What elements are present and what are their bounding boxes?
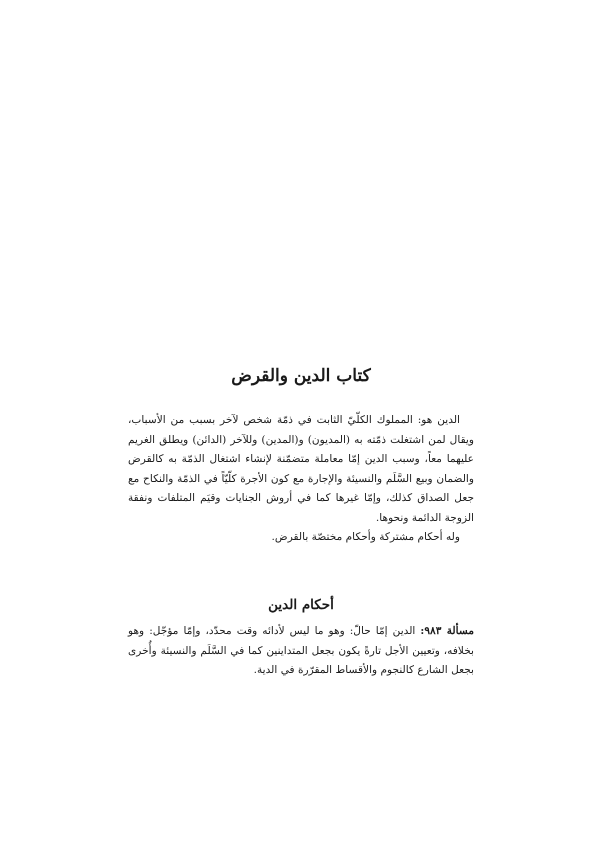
intro-paragraph-rulings: وله أحكام مشتركة وأحكام مختصّة بالقرض. [271,531,460,543]
ruling-text: الدين إمّا حالّ: وهو ما ليس لأدائه وقت محدّد، وإمّا مؤجّل: وهو بخلافه، وتعيين الأجل تارةً يكون بجعل المتداينين كما في السَّلَم والنسيئة وأُخرى بجعل الشارع كالنجوم والأقساط المقرّرة في الدية. [128,625,474,676]
section-title: أحكام الدين [268,597,334,613]
intro-text [128,411,474,548]
intro-paragraph-definition: الدين هو: المملوك الكلّيّ الثابت في ذمّة شخص لآخر بسبب من الأسباب، ويقال لمن اشتغلت ذمّته به (المديون) و(المدين) وللآخر (الدائن) ويطلق الغريم عليهما معاً، وسبب الدين إمّا معاملة متضمّنة لإنشاء اشتغال الذمّة به كالقرض والضمان وبيع السَّلَم والنسيئة والإجارة مع كون الأجرة كلّيّاً في الذمّة والنكاح مع جعل الصداق كذلك، وإمّا غيرها كما في أروش الجنايات وقيَم المتلفات ونفقة الزوجة الدائمة ونحوها. [128,414,474,524]
ruling-983 [128,622,474,681]
book-page [128,0,474,843]
chapter-title: كتاب الدين والقرض [231,366,371,386]
ruling-paragraph [128,622,474,681]
issue-label: مسألة ٩٨٣: [420,625,474,637]
